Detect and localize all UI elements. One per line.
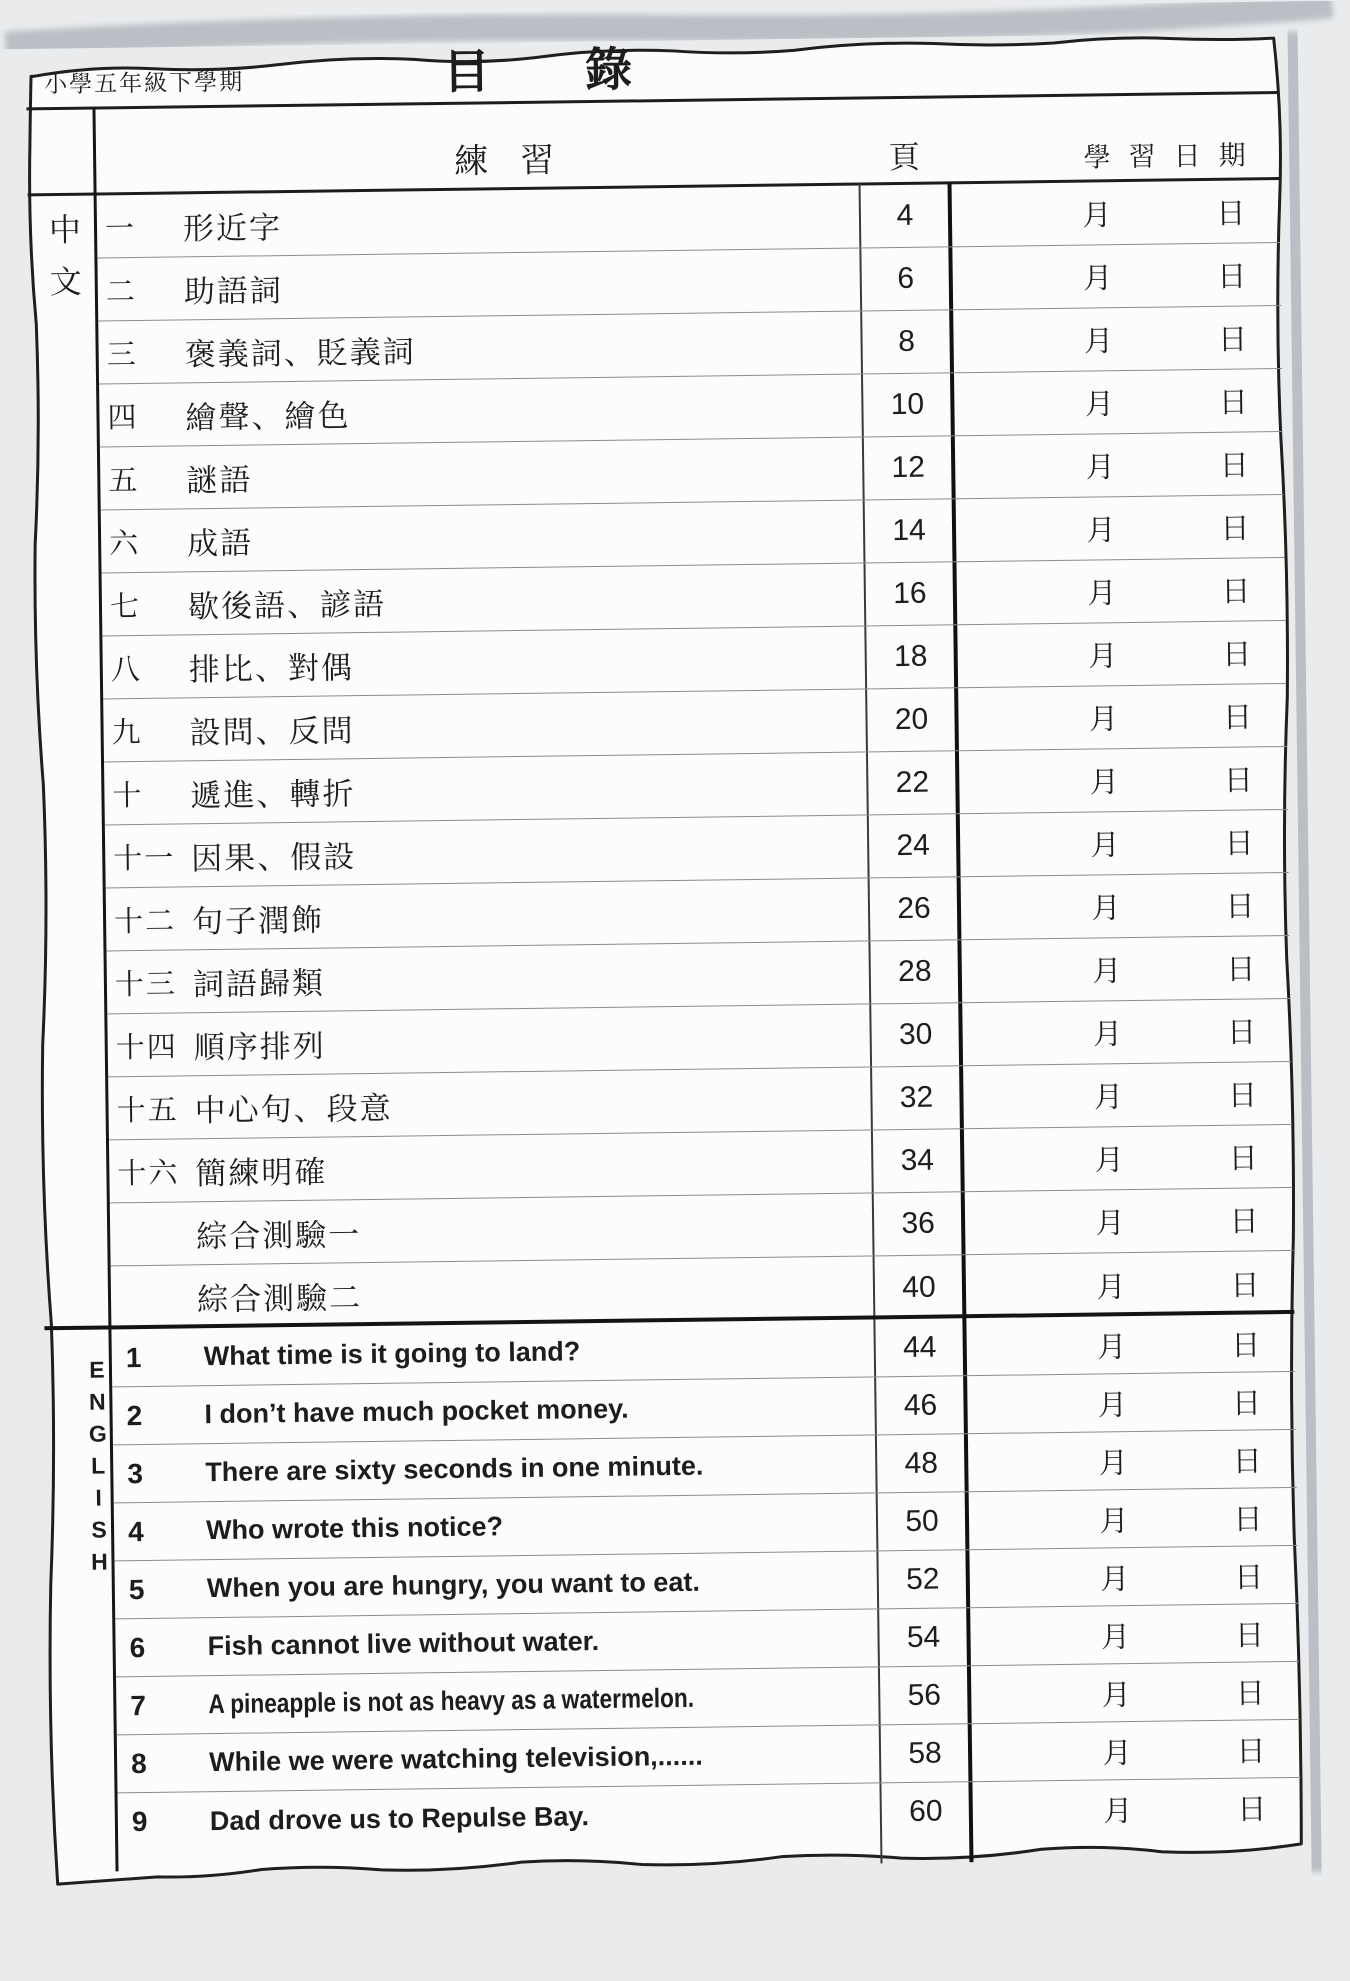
exercise-number: 4 — [127, 1515, 146, 1547]
month-label: 月 — [1103, 1795, 1133, 1828]
page-number: 18 — [893, 639, 928, 674]
exercise-title: Dad drove us to Repulse Bay. — [209, 1800, 590, 1836]
exercise-number: 9 — [131, 1805, 150, 1838]
month-label: 月 — [1087, 577, 1117, 611]
day-label: 日 — [1224, 827, 1254, 861]
exercise-number: 2 — [126, 1399, 145, 1431]
exercise-title: 成語 — [186, 524, 254, 561]
day-label: 日 — [1226, 1016, 1257, 1050]
page-number: 10 — [890, 387, 925, 422]
month-label: 月 — [1088, 703, 1119, 737]
exercise-number: 5 — [128, 1573, 147, 1605]
exercise-title: 順序排列 — [193, 1028, 326, 1065]
day-label: 日 — [1219, 449, 1249, 483]
exercise-title: 繪聲、繪色 — [185, 397, 351, 435]
day-label: 日 — [1223, 764, 1254, 798]
day-label: 日 — [1235, 1677, 1266, 1710]
page-number: 34 — [900, 1143, 935, 1178]
exercise-number: 十 — [112, 779, 144, 812]
exercise-number: 四 — [107, 401, 139, 434]
day-label: 日 — [1226, 953, 1256, 987]
exercise-number: 七 — [109, 590, 142, 623]
day-label: 日 — [1228, 1142, 1259, 1176]
page-number: 44 — [902, 1330, 937, 1364]
month-label: 月 — [1083, 262, 1113, 296]
exercise-number — [110, 1233, 196, 1234]
month-label: 月 — [1092, 1018, 1123, 1052]
exercise-title: A pineapple is not as heavy as a watermelon. — [208, 1682, 695, 1720]
day-label: 日 — [1220, 512, 1250, 546]
day-label: 日 — [1234, 1619, 1265, 1652]
month-label: 月 — [1088, 640, 1118, 674]
exercise-title: 褒義詞、貶義詞 — [184, 333, 416, 372]
page-number: 48 — [904, 1446, 939, 1480]
month-label: 月 — [1096, 1271, 1126, 1304]
exercise-title: When you are hungry, you want to eat. — [206, 1566, 701, 1604]
exercise-number: 八 — [110, 653, 143, 686]
edition-label: 小學五年級下學期 — [43, 68, 245, 98]
exercise-title: Fish cannot live without water. — [207, 1626, 600, 1662]
day-label: 日 — [1233, 1503, 1263, 1536]
section-label-char: G — [88, 1420, 107, 1447]
exercise-title: 助語詞 — [183, 272, 284, 309]
section-label-char: 中 — [48, 211, 82, 249]
day-label: 日 — [1234, 1561, 1264, 1594]
day-label: 日 — [1221, 575, 1251, 609]
exercise-number: 7 — [130, 1689, 149, 1721]
page-number: 52 — [905, 1562, 940, 1596]
exercise-title: I don’t have much pocket money. — [204, 1393, 629, 1430]
exercise-title: 排比、對偶 — [188, 649, 355, 687]
exercise-title: 綜合測驗一 — [196, 1216, 362, 1254]
section-label-char: S — [91, 1516, 107, 1543]
day-label: 日 — [1230, 1269, 1260, 1302]
page-number: 20 — [894, 702, 929, 737]
month-label: 月 — [1100, 1621, 1131, 1654]
day-label: 日 — [1225, 890, 1255, 924]
exercise-title: While we were watching television,...... — [208, 1740, 703, 1778]
exercise-number: 1 — [125, 1341, 144, 1373]
month-label: 月 — [1083, 325, 1114, 359]
exercise-number: 五 — [108, 464, 140, 497]
exercise-number: 8 — [130, 1747, 149, 1779]
page-number: 22 — [895, 765, 930, 800]
exercise-title: 句子潤飾 — [191, 902, 325, 939]
exercise-number: 十四 — [115, 1031, 178, 1064]
exercise-title: 歇後語、諺語 — [187, 586, 387, 624]
page-number: 24 — [896, 828, 931, 863]
exercise-title: What time is it going to land? — [203, 1336, 581, 1372]
column-header-exercise: 練習 — [453, 141, 587, 181]
day-label: 日 — [1237, 1793, 1267, 1827]
section-label-char: 文 — [49, 263, 82, 301]
page-number: 54 — [906, 1620, 941, 1654]
day-label: 日 — [1231, 1387, 1262, 1420]
exercise-number: 十五 — [116, 1094, 179, 1127]
page-number: 8 — [898, 324, 916, 359]
page-number: 36 — [901, 1206, 936, 1241]
month-label: 月 — [1082, 199, 1112, 233]
page-number: 14 — [892, 513, 926, 548]
column-header-page: 頁 — [888, 139, 920, 176]
exercise-number: 十六 — [117, 1157, 180, 1190]
section-label-chinese — [38, 204, 93, 309]
section-label-char: E — [89, 1356, 105, 1383]
month-label: 月 — [1090, 829, 1120, 863]
chinese-section-rows — [97, 180, 1295, 1329]
day-label: 日 — [1221, 638, 1252, 672]
month-label: 月 — [1094, 1144, 1125, 1178]
page-number: 26 — [897, 891, 931, 926]
exercise-number: 三 — [106, 338, 138, 371]
month-label: 月 — [1102, 1737, 1132, 1770]
column-header-study-date: 學習日期 — [1083, 140, 1264, 173]
page-number: 28 — [897, 954, 932, 989]
day-label: 日 — [1216, 197, 1246, 231]
exercise-title: 因果、假設 — [191, 838, 357, 876]
exercise-title: Who wrote this notice? — [205, 1511, 504, 1546]
month-label: 月 — [1091, 892, 1121, 926]
month-label: 月 — [1086, 514, 1116, 548]
page-number: 16 — [892, 576, 927, 611]
day-label: 日 — [1222, 701, 1253, 735]
section-label-char: I — [95, 1484, 103, 1511]
month-label: 月 — [1101, 1679, 1132, 1712]
exercise-title: 詞語歸類 — [192, 965, 326, 1002]
day-label: 日 — [1217, 323, 1248, 357]
month-label: 月 — [1084, 388, 1115, 422]
exercise-title: 形近字 — [182, 209, 283, 246]
day-label: 日 — [1231, 1329, 1261, 1362]
exercise-title: 中心句、段意 — [194, 1090, 393, 1128]
month-label: 月 — [1098, 1447, 1128, 1480]
day-label: 日 — [1218, 386, 1249, 420]
page-number: 46 — [903, 1388, 938, 1422]
page-number: 56 — [907, 1678, 942, 1712]
month-label: 月 — [1100, 1563, 1130, 1596]
day-label: 日 — [1217, 260, 1247, 294]
section-label-char: H — [91, 1548, 108, 1575]
page-number: 6 — [897, 261, 915, 296]
exercise-title: There are sixty seconds in one minute. — [205, 1450, 704, 1488]
page-title: 目 錄 — [442, 42, 657, 98]
page-number: 30 — [898, 1017, 933, 1052]
month-label: 月 — [1093, 1081, 1124, 1115]
exercise-number: 十二 — [113, 905, 177, 938]
exercise-number: 3 — [127, 1457, 146, 1489]
exercise-title: 綜合測驗二 — [196, 1280, 363, 1318]
day-label: 日 — [1236, 1735, 1266, 1768]
exercise-title: 謎語 — [186, 461, 253, 498]
day-label: 日 — [1227, 1079, 1258, 1113]
exercise-title: 遞進、轉折 — [190, 775, 356, 813]
month-label: 月 — [1097, 1389, 1128, 1422]
english-section-rows — [111, 1314, 1301, 1851]
exercise-title: 設問、反問 — [189, 712, 355, 750]
page-number: 4 — [896, 198, 914, 233]
page-number: 32 — [899, 1080, 934, 1115]
exercise-number: 一 — [104, 212, 137, 245]
page-number: 60 — [908, 1794, 943, 1829]
section-label-char: L — [91, 1452, 106, 1479]
month-label: 月 — [1099, 1505, 1129, 1538]
exercise-number: 十一 — [113, 842, 176, 875]
month-label: 月 — [1092, 955, 1122, 989]
page-number: 58 — [908, 1736, 942, 1770]
exercise-number: 六 — [108, 527, 141, 560]
day-label: 日 — [1229, 1205, 1259, 1239]
month-label: 月 — [1085, 451, 1115, 485]
page-number: 50 — [905, 1504, 939, 1538]
exercise-number: 二 — [105, 275, 138, 308]
exercise-number: 九 — [111, 716, 143, 749]
exercise-number: 十三 — [114, 968, 178, 1001]
month-label: 月 — [1089, 766, 1120, 800]
page-number: 12 — [891, 450, 926, 485]
month-label: 月 — [1097, 1331, 1127, 1364]
section-label-char: N — [88, 1388, 106, 1415]
month-label: 月 — [1095, 1207, 1125, 1241]
exercise-number — [111, 1297, 197, 1298]
exercise-title: 簡練明確 — [195, 1154, 328, 1191]
page-number: 40 — [902, 1270, 936, 1304]
exercise-number: 6 — [129, 1631, 148, 1663]
day-label: 日 — [1232, 1445, 1262, 1478]
